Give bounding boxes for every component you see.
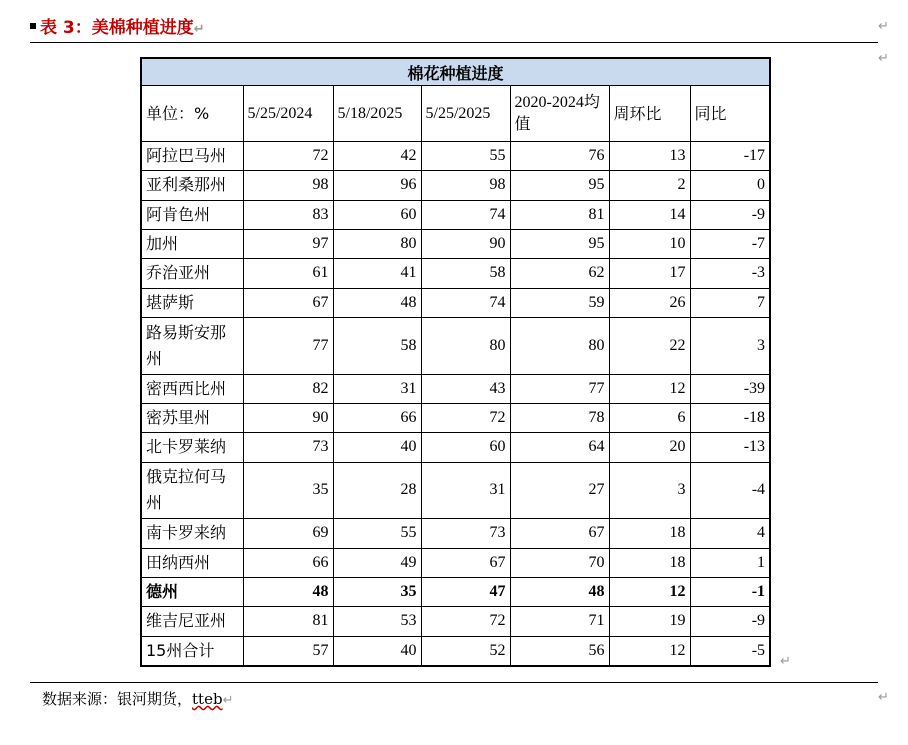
table-cell: 48 xyxy=(510,577,609,606)
table-cell: 35 xyxy=(243,462,333,519)
table-cell: 18 xyxy=(609,519,690,548)
paragraph-mark-icon: ↵ xyxy=(878,51,889,66)
table-cell: 1 xyxy=(690,548,770,577)
row-label: 德州 xyxy=(141,577,243,606)
table-cell: 98 xyxy=(421,171,510,200)
table-cell: 90 xyxy=(243,403,333,432)
source-tag: tteb xyxy=(192,690,223,708)
table-heading-text: 表 3：美棉种植进度 xyxy=(40,18,194,38)
paragraph-mark-icon: ↵ xyxy=(878,690,889,705)
table-cell: -9 xyxy=(690,607,770,636)
column-header: 周环比 xyxy=(609,86,690,142)
table-cell: 6 xyxy=(609,403,690,432)
table-heading xyxy=(30,16,205,40)
table-title: 棉花种植进度 xyxy=(141,58,770,86)
table-cell: -18 xyxy=(690,403,770,432)
table-cell: -17 xyxy=(690,142,770,171)
row-label: 密西西比州 xyxy=(141,374,243,403)
table-cell: 19 xyxy=(609,607,690,636)
table-cell: 2 xyxy=(609,171,690,200)
table-cell: 40 xyxy=(333,433,421,462)
table-cell: 18 xyxy=(609,548,690,577)
table-cell: 76 xyxy=(510,142,609,171)
table-cell: 95 xyxy=(510,229,609,258)
table-row xyxy=(141,548,770,577)
table-cell: 55 xyxy=(333,519,421,548)
table-cell: -3 xyxy=(690,259,770,288)
column-header: 5/25/2025 xyxy=(421,86,510,142)
table-cell: -5 xyxy=(690,636,770,666)
table-cell: 26 xyxy=(609,288,690,317)
table-cell: 60 xyxy=(421,433,510,462)
paragraph-mark-icon: ↵ xyxy=(193,22,205,37)
bullet-square-icon xyxy=(30,23,36,29)
table-cell: 60 xyxy=(333,200,421,229)
table-cell: 3 xyxy=(690,317,770,374)
table-cell: 12 xyxy=(609,577,690,606)
table-row xyxy=(141,519,770,548)
table-cell: 62 xyxy=(510,259,609,288)
row-label: 田纳西州 xyxy=(141,548,243,577)
table-cell: 67 xyxy=(243,288,333,317)
table-cell: 55 xyxy=(421,142,510,171)
table-cell: -9 xyxy=(690,200,770,229)
unit-label: 单位：% xyxy=(141,86,243,142)
table-cell: 3 xyxy=(609,462,690,519)
table-cell: -39 xyxy=(690,374,770,403)
table-row xyxy=(141,403,770,432)
table-cell: 27 xyxy=(510,462,609,519)
table-cell: 14 xyxy=(609,200,690,229)
table-cell: 53 xyxy=(333,607,421,636)
table-row xyxy=(141,171,770,200)
paragraph-mark-icon: ↵ xyxy=(222,693,234,708)
row-label: 亚利桑那州 xyxy=(141,171,243,200)
table-cell: 73 xyxy=(421,519,510,548)
table-cell: 95 xyxy=(510,171,609,200)
table-cell: 31 xyxy=(421,462,510,519)
table-cell: 0 xyxy=(690,171,770,200)
row-label: 堪萨斯 xyxy=(141,288,243,317)
table-cell: 70 xyxy=(510,548,609,577)
row-label: 乔治亚州 xyxy=(141,259,243,288)
table-cell: 12 xyxy=(609,374,690,403)
table-cell: 58 xyxy=(333,317,421,374)
table-cell: 40 xyxy=(333,636,421,666)
table-cell: 72 xyxy=(421,403,510,432)
table-cell: 47 xyxy=(421,577,510,606)
source-text: 数据来源：银河期货， xyxy=(42,690,193,708)
table-row xyxy=(141,374,770,403)
table-cell: 72 xyxy=(421,607,510,636)
top-rule xyxy=(30,42,878,43)
table-row xyxy=(141,462,770,519)
table-cell: 64 xyxy=(510,433,609,462)
table-cell: 48 xyxy=(243,577,333,606)
row-label: 密苏里州 xyxy=(141,403,243,432)
table-cell: 72 xyxy=(243,142,333,171)
table-row xyxy=(141,636,770,666)
table-cell: 97 xyxy=(243,229,333,258)
source-note xyxy=(42,688,233,709)
table-cell: 17 xyxy=(609,259,690,288)
table-cell: 56 xyxy=(510,636,609,666)
table-cell: 74 xyxy=(421,288,510,317)
table-cell: 7 xyxy=(690,288,770,317)
row-label: 阿拉巴马州 xyxy=(141,142,243,171)
table-cell: 4 xyxy=(690,519,770,548)
table-row xyxy=(141,433,770,462)
table-cell: 43 xyxy=(421,374,510,403)
table-cell: 61 xyxy=(243,259,333,288)
table-row xyxy=(141,142,770,171)
column-header: 5/18/2025 xyxy=(333,86,421,142)
table-cell: 42 xyxy=(333,142,421,171)
table-row xyxy=(141,317,770,374)
table-cell: 69 xyxy=(243,519,333,548)
table-cell: -4 xyxy=(690,462,770,519)
table-cell: 81 xyxy=(243,607,333,636)
row-label: 北卡罗莱纳 xyxy=(141,433,243,462)
paragraph-mark-icon: ↵ xyxy=(780,654,791,669)
table-row xyxy=(141,229,770,258)
table-row xyxy=(141,577,770,606)
row-label: 加州 xyxy=(141,229,243,258)
paragraph-mark-icon: ↵ xyxy=(878,19,889,34)
table-cell: 82 xyxy=(243,374,333,403)
table-cell: 77 xyxy=(243,317,333,374)
table-cell: 81 xyxy=(510,200,609,229)
table-cell: 74 xyxy=(421,200,510,229)
row-label: 维吉尼亚州 xyxy=(141,607,243,636)
table-cell: -1 xyxy=(690,577,770,606)
column-header: 同比 xyxy=(690,86,770,142)
table-cell: 58 xyxy=(421,259,510,288)
table-row xyxy=(141,200,770,229)
table-cell: 98 xyxy=(243,171,333,200)
table-cell: 48 xyxy=(333,288,421,317)
table-cell: 28 xyxy=(333,462,421,519)
table-cell: 12 xyxy=(609,636,690,666)
table-cell: 80 xyxy=(421,317,510,374)
table-cell: 73 xyxy=(243,433,333,462)
table-cell: 35 xyxy=(333,577,421,606)
row-label: 15州合计 xyxy=(141,636,243,666)
bottom-rule xyxy=(30,682,878,683)
table-cell: 59 xyxy=(510,288,609,317)
table-cell: 96 xyxy=(333,171,421,200)
table-cell: 49 xyxy=(333,548,421,577)
table-cell: 66 xyxy=(243,548,333,577)
table-cell: 31 xyxy=(333,374,421,403)
table-cell: 67 xyxy=(510,519,609,548)
table-cell: 67 xyxy=(421,548,510,577)
table-cell: 77 xyxy=(510,374,609,403)
table-cell: -13 xyxy=(690,433,770,462)
column-header: 2020-2024均值 xyxy=(510,86,609,142)
table-cell: 80 xyxy=(510,317,609,374)
row-label: 阿肯色州 xyxy=(141,200,243,229)
table-cell: 52 xyxy=(421,636,510,666)
table-row xyxy=(141,259,770,288)
table-cell: 13 xyxy=(609,142,690,171)
table-cell: 83 xyxy=(243,200,333,229)
table-cell: 90 xyxy=(421,229,510,258)
table-cell: 78 xyxy=(510,403,609,432)
column-header: 5/25/2024 xyxy=(243,86,333,142)
table-cell: 22 xyxy=(609,317,690,374)
cotton-planting-table xyxy=(140,57,771,667)
table-cell: 41 xyxy=(333,259,421,288)
table-cell: 20 xyxy=(609,433,690,462)
row-label: 南卡罗来纳 xyxy=(141,519,243,548)
table-cell: 71 xyxy=(510,607,609,636)
table-cell: 66 xyxy=(333,403,421,432)
row-label: 路易斯安那州 xyxy=(141,317,243,374)
table-cell: 80 xyxy=(333,229,421,258)
row-label: 俄克拉何马州 xyxy=(141,462,243,519)
table-cell: 10 xyxy=(609,229,690,258)
table-row xyxy=(141,288,770,317)
table-cell: 57 xyxy=(243,636,333,666)
table-cell: -7 xyxy=(690,229,770,258)
table-row xyxy=(141,607,770,636)
